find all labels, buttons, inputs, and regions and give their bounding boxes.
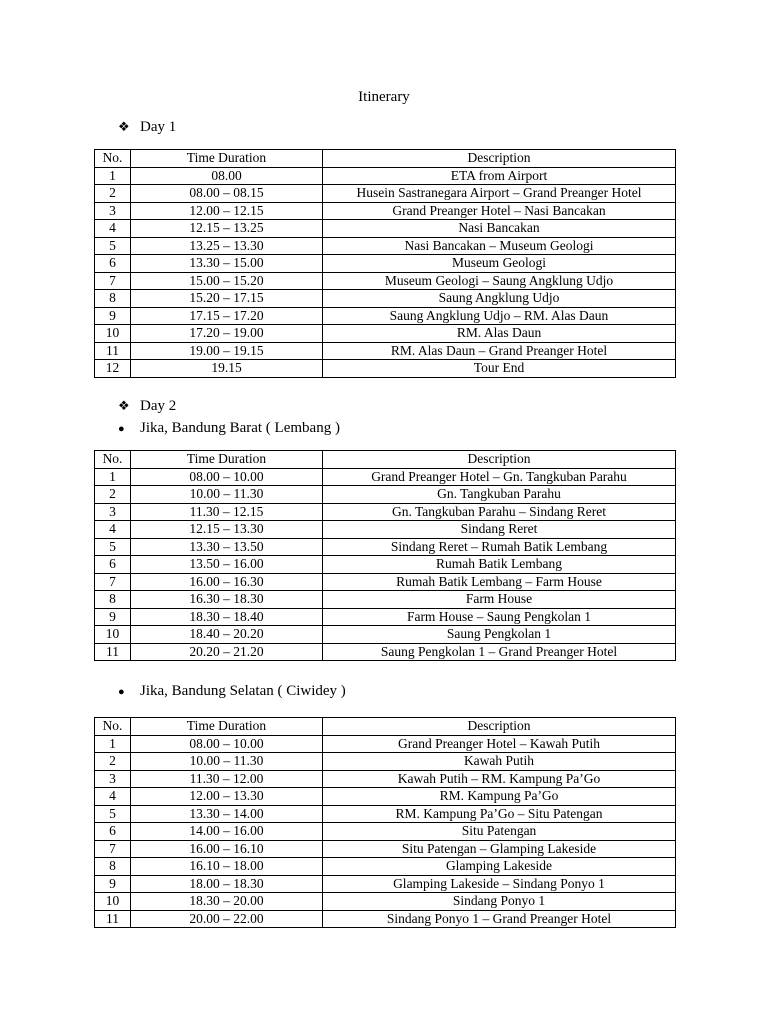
row-description: Farm House: [323, 591, 676, 609]
row-number: 7: [95, 272, 131, 290]
table-row: [95, 805, 676, 823]
row-description: Sindang Ponyo 1 – Grand Preanger Hotel: [323, 910, 676, 928]
header-no: No.: [95, 150, 131, 168]
table-row: [95, 185, 676, 203]
table-row: [95, 220, 676, 238]
row-number: 5: [95, 538, 131, 556]
row-time: 13.30 – 14.00: [131, 805, 323, 823]
table-row: [95, 608, 676, 626]
day1-table: [94, 149, 676, 378]
row-description: Museum Geologi: [323, 255, 676, 273]
row-number: 12: [95, 360, 131, 378]
row-number: 2: [95, 486, 131, 504]
header-time: Time Duration: [131, 718, 323, 736]
row-number: 10: [95, 325, 131, 343]
row-description: Glamping Lakeside – Sindang Ponyo 1: [323, 875, 676, 893]
table-row: [95, 486, 676, 504]
lembang-heading: [118, 420, 340, 437]
row-number: 8: [95, 290, 131, 308]
row-description: Sindang Reret – Rumah Batik Lembang: [323, 538, 676, 556]
bullet-icon: ●: [118, 686, 125, 698]
row-number: 10: [95, 893, 131, 911]
row-time: 17.15 – 17.20: [131, 307, 323, 325]
row-number: 7: [95, 573, 131, 591]
table-row: [95, 770, 676, 788]
row-description: Gn. Tangkuban Parahu: [323, 486, 676, 504]
row-time: 12.15 – 13.25: [131, 220, 323, 238]
row-description: RM. Alas Daun – Grand Preanger Hotel: [323, 342, 676, 360]
row-description: Gn. Tangkuban Parahu – Sindang Reret: [323, 503, 676, 521]
table-row: [95, 360, 676, 378]
row-time: 12.00 – 13.30: [131, 788, 323, 806]
table-row: [95, 735, 676, 753]
table-row: [95, 521, 676, 539]
header-description: Description: [323, 451, 676, 469]
day2-heading-text: Day 2: [140, 398, 177, 414]
row-description: Saung Angklung Udjo: [323, 290, 676, 308]
row-description: RM. Kampung Pa’Go – Situ Patengan: [323, 805, 676, 823]
row-description: Situ Patengan: [323, 823, 676, 841]
table-row: [95, 255, 676, 273]
row-description: Tour End: [323, 360, 676, 378]
table-row: [95, 167, 676, 185]
row-time: 20.00 – 22.00: [131, 910, 323, 928]
row-time: 14.00 – 16.00: [131, 823, 323, 841]
row-number: 11: [95, 910, 131, 928]
row-time: 13.30 – 15.00: [131, 255, 323, 273]
table-row: [95, 272, 676, 290]
row-description: Nasi Bancakan: [323, 220, 676, 238]
row-time: 19.00 – 19.15: [131, 342, 323, 360]
row-description: Grand Preanger Hotel – Gn. Tangkuban Parahu: [323, 468, 676, 486]
table-row: [95, 893, 676, 911]
row-description: Rumah Batik Lembang – Farm House: [323, 573, 676, 591]
row-time: 18.00 – 18.30: [131, 875, 323, 893]
row-number: 5: [95, 237, 131, 255]
row-number: 1: [95, 167, 131, 185]
row-time: 13.25 – 13.30: [131, 237, 323, 255]
row-number: 2: [95, 185, 131, 203]
table-row: [95, 858, 676, 876]
row-time: 18.40 – 20.20: [131, 626, 323, 644]
row-time: 20.20 – 21.20: [131, 643, 323, 661]
table-row: [95, 840, 676, 858]
table-row: [95, 342, 676, 360]
header-time: Time Duration: [131, 451, 323, 469]
page-title: Itinerary: [358, 89, 410, 105]
header-time: Time Duration: [131, 150, 323, 168]
table-header-row: [95, 718, 676, 736]
row-time: 18.30 – 20.00: [131, 893, 323, 911]
row-number: 6: [95, 556, 131, 574]
table-header-row: [95, 451, 676, 469]
row-description: Saung Pengkolan 1: [323, 626, 676, 644]
row-description: Grand Preanger Hotel – Nasi Bancakan: [323, 202, 676, 220]
row-number: 3: [95, 770, 131, 788]
row-description: ETA from Airport: [323, 167, 676, 185]
lembang-table: [94, 450, 676, 661]
row-description: Situ Patengan – Glamping Lakeside: [323, 840, 676, 858]
table-row: [95, 556, 676, 574]
row-time: 11.30 – 12.00: [131, 770, 323, 788]
row-time: 17.20 – 19.00: [131, 325, 323, 343]
lembang-heading-text: Jika, Bandung Barat ( Lembang ): [140, 420, 340, 436]
table-row: [95, 538, 676, 556]
row-number: 1: [95, 735, 131, 753]
row-description: Husein Sastranegara Airport – Grand Preanger Hotel: [323, 185, 676, 203]
row-description: Farm House – Saung Pengkolan 1: [323, 608, 676, 626]
row-number: 4: [95, 220, 131, 238]
table-row: [95, 626, 676, 644]
row-number: 4: [95, 521, 131, 539]
row-description: Kawah Putih: [323, 753, 676, 771]
row-description: Museum Geologi – Saung Angklung Udjo: [323, 272, 676, 290]
row-number: 5: [95, 805, 131, 823]
table-row: [95, 788, 676, 806]
row-time: 08.00 – 10.00: [131, 735, 323, 753]
ciwidey-table: [94, 717, 676, 928]
table-row: [95, 307, 676, 325]
table-row: [95, 290, 676, 308]
day1-heading-text: Day 1: [140, 119, 177, 135]
row-time: 12.00 – 12.15: [131, 202, 323, 220]
row-number: 4: [95, 788, 131, 806]
row-description: Saung Angklung Udjo – RM. Alas Daun: [323, 307, 676, 325]
row-number: 9: [95, 307, 131, 325]
table-row: [95, 643, 676, 661]
row-description: Sindang Reret: [323, 521, 676, 539]
row-time: 10.00 – 11.30: [131, 486, 323, 504]
row-number: 3: [95, 503, 131, 521]
row-description: Saung Pengkolan 1 – Grand Preanger Hotel: [323, 643, 676, 661]
row-time: 08.00: [131, 167, 323, 185]
table-row: [95, 910, 676, 928]
table-row: [95, 468, 676, 486]
header-description: Description: [323, 150, 676, 168]
table-row: [95, 591, 676, 609]
ciwidey-heading: [118, 683, 346, 700]
row-number: 9: [95, 608, 131, 626]
row-time: 10.00 – 11.30: [131, 753, 323, 771]
row-description: Sindang Ponyo 1: [323, 893, 676, 911]
row-time: 15.20 – 17.15: [131, 290, 323, 308]
table-row: [95, 503, 676, 521]
row-time: 16.30 – 18.30: [131, 591, 323, 609]
row-time: 16.00 – 16.10: [131, 840, 323, 858]
row-number: 10: [95, 626, 131, 644]
table-header-row: [95, 150, 676, 168]
row-time: 18.30 – 18.40: [131, 608, 323, 626]
row-time: 12.15 – 13.30: [131, 521, 323, 539]
row-number: 6: [95, 823, 131, 841]
diamond-bullet-icon: ❖: [118, 119, 130, 134]
row-time: 13.50 – 16.00: [131, 556, 323, 574]
row-time: 16.00 – 16.30: [131, 573, 323, 591]
row-description: RM. Alas Daun: [323, 325, 676, 343]
row-number: 11: [95, 643, 131, 661]
row-time: 08.00 – 10.00: [131, 468, 323, 486]
bullet-icon: ●: [118, 423, 125, 435]
table-row: [95, 823, 676, 841]
row-time: 19.15: [131, 360, 323, 378]
row-number: 1: [95, 468, 131, 486]
header-no: No.: [95, 718, 131, 736]
row-description: Nasi Bancakan – Museum Geologi: [323, 237, 676, 255]
row-number: 7: [95, 840, 131, 858]
row-time: 15.00 – 15.20: [131, 272, 323, 290]
table-row: [95, 753, 676, 771]
row-number: 11: [95, 342, 131, 360]
header-description: Description: [323, 718, 676, 736]
day1-heading: [118, 119, 176, 136]
row-time: 08.00 – 08.15: [131, 185, 323, 203]
table-row: [95, 202, 676, 220]
row-number: 2: [95, 753, 131, 771]
diamond-bullet-icon: ❖: [118, 398, 130, 413]
header-no: No.: [95, 451, 131, 469]
day2-heading: [118, 398, 176, 415]
row-time: 11.30 – 12.15: [131, 503, 323, 521]
row-number: 8: [95, 858, 131, 876]
row-time: 13.30 – 13.50: [131, 538, 323, 556]
row-description: Grand Preanger Hotel – Kawah Putih: [323, 735, 676, 753]
row-number: 8: [95, 591, 131, 609]
table-row: [95, 573, 676, 591]
ciwidey-heading-text: Jika, Bandung Selatan ( Ciwidey ): [140, 683, 346, 699]
row-time: 16.10 – 18.00: [131, 858, 323, 876]
row-number: 3: [95, 202, 131, 220]
row-description: Rumah Batik Lembang: [323, 556, 676, 574]
row-description: Kawah Putih – RM. Kampung Pa’Go: [323, 770, 676, 788]
row-number: 6: [95, 255, 131, 273]
table-row: [95, 237, 676, 255]
row-number: 9: [95, 875, 131, 893]
table-row: [95, 325, 676, 343]
row-description: Glamping Lakeside: [323, 858, 676, 876]
row-description: RM. Kampung Pa’Go: [323, 788, 676, 806]
table-row: [95, 875, 676, 893]
